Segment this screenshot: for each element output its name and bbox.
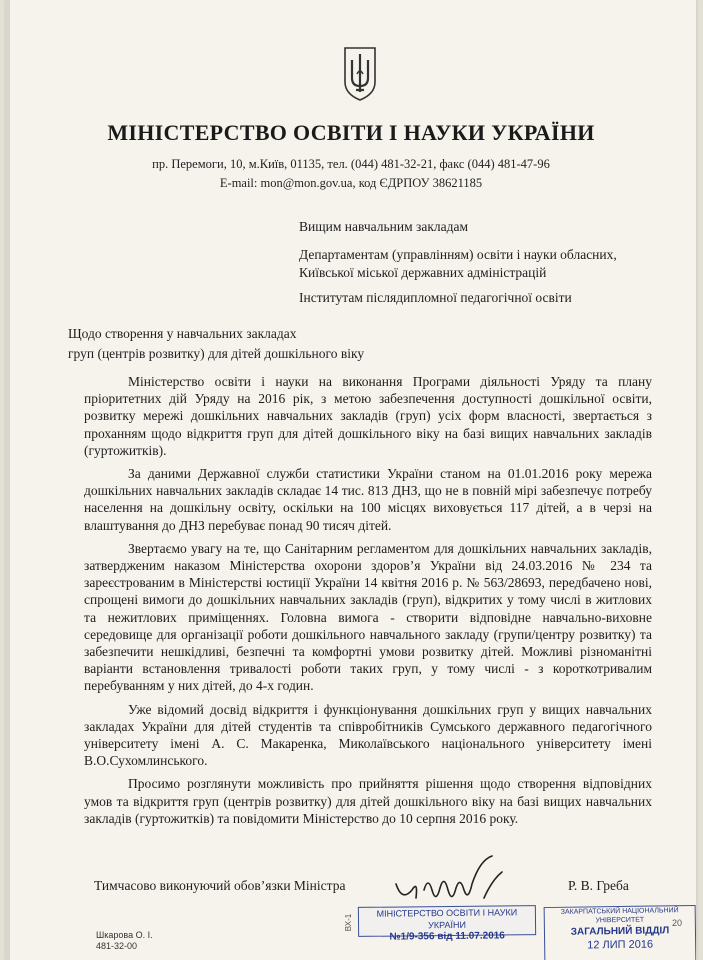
signatory-name: Р. В. Греба <box>568 878 629 893</box>
registration-number: №1/9-356 від 11.07.2016 <box>389 930 505 943</box>
received-stamp-dept: ЗАГАЛЬНИЙ ВІДДІЛ <box>570 925 670 938</box>
ministry-address: пр. Перемоги, 10, м.Київ, 01135, тел. (044) 481-32-21, факс (044) 481-47-96 <box>152 157 550 171</box>
body-paragraph: Звертаємо увагу на те, що Санітарним регламентом для дошкільних навчальних закладів, затвердженим наказом Міністерства охорони здоров’я України від 24.03.2016 № 234 та зареєстрованим в Міністерстві юстиції України 14 квітня 2016 р. № 563/28693, передбачено нові, спрощені вимоги до дошкільних навчальних закладів (груп), відкритих у тому числі в житлових та нежитлових приміщеннях. Головна вимога - створити відповідне навчально-виховне середовище для організації роботи дошкільного навчального закладу (групи/центру розвитку) та забезпечити нешкідливі, безпечні та комфортні умови розвитку дітей. Можливі різноманітні варіанти встановлення тривалості роботи таких груп, у тому числі - з короткотривалим перебуванням у них дітей, до 4-х годин. <box>84 540 652 694</box>
body-paragraph: За даними Державної служби статистики України станом на 01.01.2016 року мережа дошкільних навчальних закладів складає 14 тис. 813 ДНЗ, що не в повній мірі забезпечує потребу населення на дошкільну освіту, оскільки на 100 місцях виховується 117 дітей, а в черзі на влаштування до ДНЗ перебуває понад 90 тисяч дітей. <box>84 466 652 533</box>
recipient-line: Вищим навчальним закладам <box>299 219 469 234</box>
recipient-line: Інститутам післядипломної педагогічної освіти <box>299 290 572 305</box>
received-stamp-org: ЗАКАРПАТСЬКИЙ НАЦІОНАЛЬНИЙ УНІВЕРСИТЕТ <box>560 907 679 925</box>
side-mark: ВХ-1 <box>344 913 354 932</box>
executor-name: Шкарова О. І. <box>96 930 153 940</box>
ministry-email: E-mail: mon@mon.gov.ua, код ЄДРПОУ 38621185 <box>219 176 483 190</box>
trident-emblem-icon <box>342 46 378 102</box>
letter-subject: Щодо створення у навчальних закладах груп (центрів розвитку) для дітей дошкільного віку <box>68 326 365 361</box>
corner-mark: 20 <box>672 918 683 928</box>
signatory-title: Тимчасово виконуючий обов’язки Міністра <box>94 878 346 893</box>
body-paragraph: Уже відомий досвід відкриття і функціонування дошкільних груп у вищих навчальних закладах України для дітей студентів та співробітників Сумського державного педагогічного університету імені А. С. Макаренка, Миколаївського національного університету імені В.О.Сухомлинського. <box>84 701 652 769</box>
received-stamp-date: 12 ЛИП 2016 <box>587 938 654 952</box>
body-paragraph: Міністерство освіти і науки на виконання Програми діяльності Уряду та плану пріоритетних дій Уряду на 2016 рік, з метою забезпечення доступності дошкільної освіти, розвитку мережі дошкільних навчальних закладів (груп) усіх форм власності, звертається з проханням щодо відкриття груп для дітей дошкільного віку на базі вищих навчальних закладів (гуртожитків). <box>84 374 652 458</box>
received-stamp <box>544 905 696 960</box>
registration-stamp-org: МІНІСТЕРСТВО ОСВІТИ І НАУКИ УКРАЇНИ <box>376 907 518 931</box>
letter-body <box>84 373 652 833</box>
handwritten-signature <box>388 850 508 910</box>
letter-page <box>6 0 696 960</box>
registration-stamp <box>358 905 536 943</box>
body-paragraph: Просимо розглянути можливість про прийняття рішення щодо створення відповідних умов та відкриття груп (центрів розвитку) для дітей дошкільного віку на базі вищих навчальних закладів (гуртожитків) та повідомити Міністерство до 10 серпня 2016 року. <box>84 776 652 826</box>
executor-phone: 481-32-00 <box>96 941 138 951</box>
ministry-title: МІНІСТЕРСТВО ОСВІТИ І НАУКИ УКРАЇНИ <box>107 120 595 145</box>
recipient-line: Департаментам (управлінням) освіти і науки обласних, Київської міської державних адміністрацій <box>299 247 617 280</box>
